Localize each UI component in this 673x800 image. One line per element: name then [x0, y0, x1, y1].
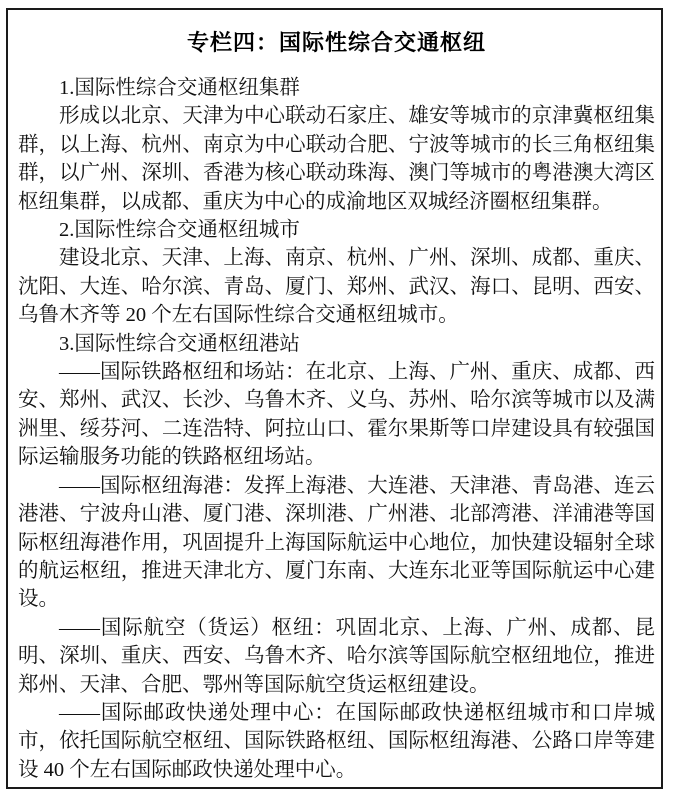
- rail-hub-paragraph: ——国际铁路枢纽和场站：在北京、上海、广州、重庆、成都、西安、郑州、武汉、长沙、乌鲁木齐、义乌、苏州、哈尔滨等城市以及满洲里、绥芬河、二连浩特、阿拉山口、霍尔果斯等口岸建设具有较强国际运输服务功能的铁路枢纽场站。: [18, 361, 655, 469]
- section-1-body: 形成以北京、天津为中心联动石家庄、雄安等城市的京津冀枢纽集群，以上海、杭州、南京为中心联动合肥、宁波等城市的长三角枢纽集群，以广州、深圳、香港为核心联动珠海、澳门等城市的粤港澳大湾区枢纽集群，以成都、重庆为中心的成渝地区双城经济圈枢纽集群。: [18, 105, 655, 213]
- postal-express-paragraph: ——国际邮政快递处理中心：在国际邮政快递枢纽城市和口岸城市，依托国际航空枢纽、国际铁路枢纽、国际枢纽海港、公路口岸等建设 40 个左右国际邮政快递处理中心。: [18, 701, 655, 781]
- section-1-heading: 1.国际性综合交通枢纽集群: [59, 77, 300, 99]
- section-2-heading: 2.国际性综合交通枢纽城市: [59, 219, 300, 242]
- seaport-hub-paragraph: ——国际枢纽海港：发挥上海港、大连港、天津港、青岛港、连云港港、宁波舟山港、厦门港、深圳港、广州港、北部湾港、洋浦港等国际枢纽海港作用，巩固提升上海国际航运中心地位，加快建设辐射全球的航运枢纽，推进天津北方、厦门东南、大连东北亚等国际航运中心建设。: [18, 474, 655, 611]
- section-3-heading: 3.国际性综合交通枢纽港站: [59, 332, 300, 355]
- section-2-body: 建设北京、天津、上海、南京、杭州、广州、深圳、成都、重庆、沈阳、大连、哈尔滨、青岛、厦门、郑州、武汉、海口、昆明、西安、乌鲁木齐等 20 个左右国际性综合交通枢纽城市。: [18, 247, 655, 327]
- air-cargo-hub-paragraph: ——国际航空（货运）枢纽：巩固北京、上海、广州、成都、昆明、深圳、重庆、西安、乌鲁木齐、哈尔滨等国际航空枢纽地位，推进郑州、天津、合肥、鄂州等国际航空货运枢纽建设。: [18, 616, 655, 696]
- special-column-box: [6, 8, 663, 789]
- box-body: [18, 74, 655, 784]
- box-title: 专栏四：国际性综合交通枢纽: [186, 30, 486, 55]
